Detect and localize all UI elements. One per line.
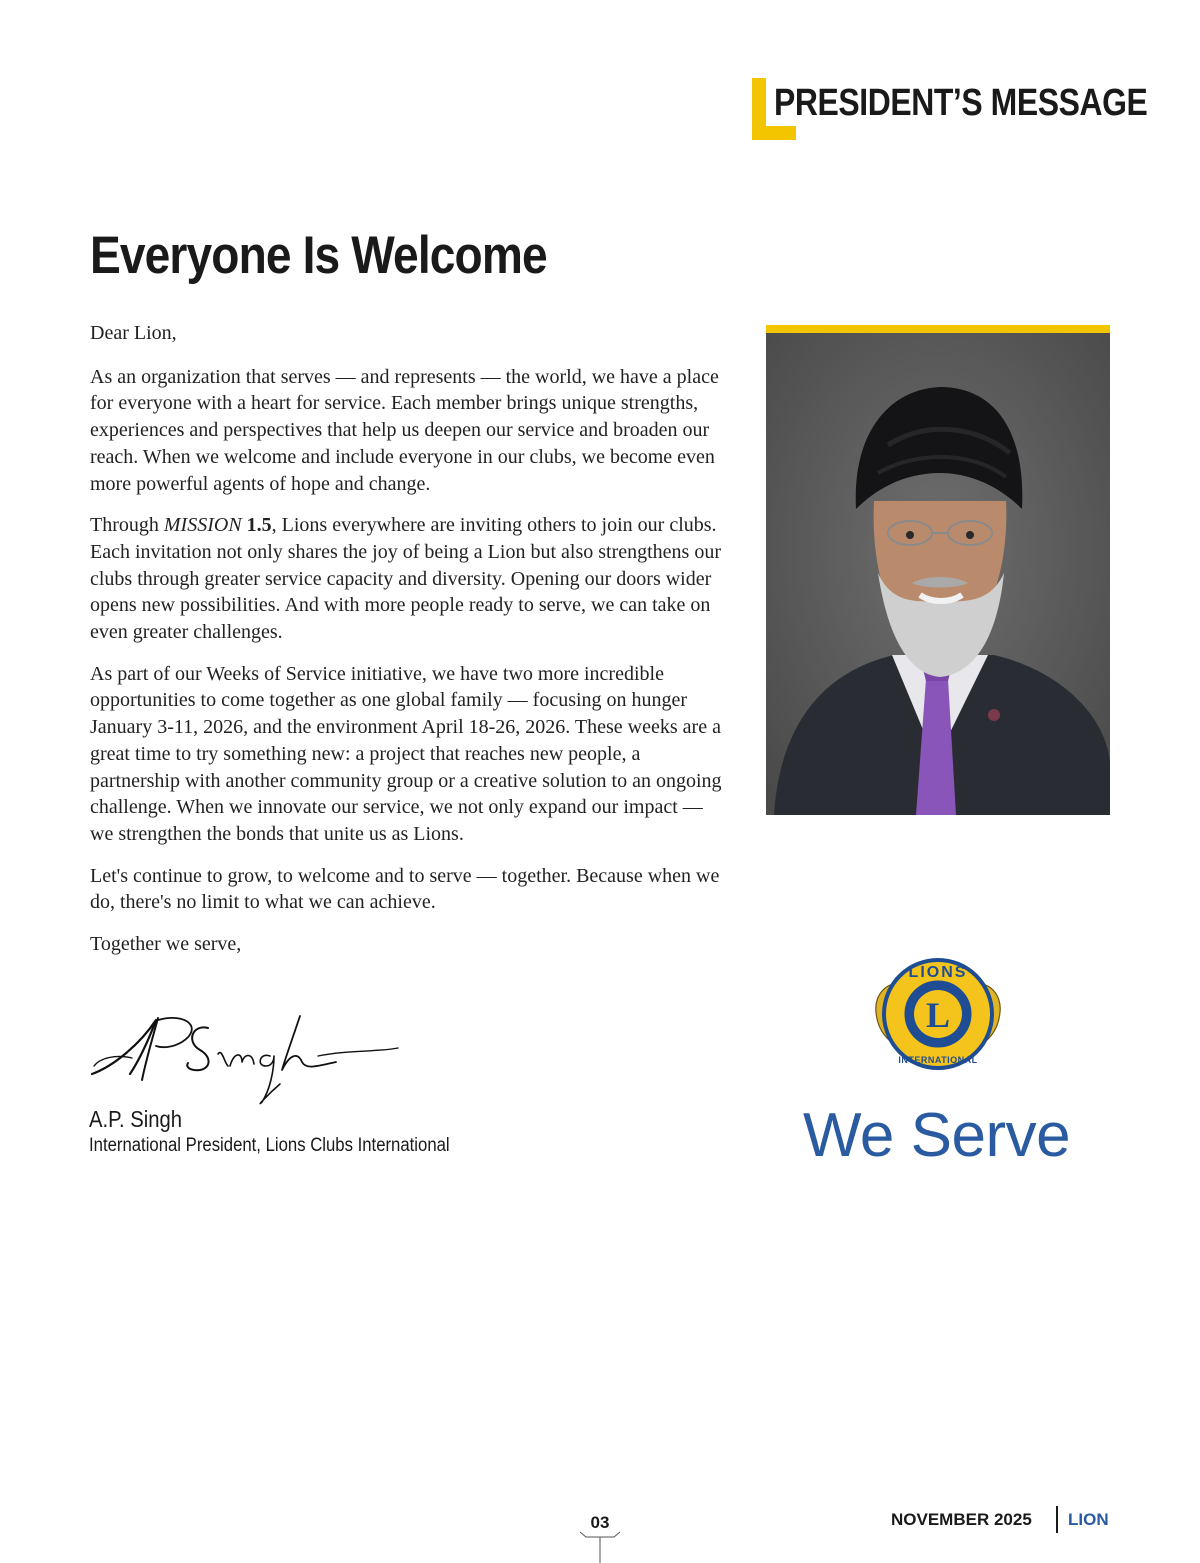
- magazine-name: LION: [1068, 1510, 1109, 1529]
- letter-paragraph-4: Let's continue to grow, to welcome and to serve — together. Because when we do, there's no limit to what we can achieve.: [90, 864, 720, 914]
- footer-divider: [1056, 1506, 1058, 1533]
- portrait-photo: [766, 333, 1110, 815]
- letter-paragraph-1: As an organization that serves — and represents — the world, we have a place for everyone with a heart for service. Each member brings unique strengths, experiences and perspectives that help us deepen our service and broaden our reach. When we welcome and include everyone in our clubs, we become even more powerful agents of hope and change.: [90, 365, 719, 495]
- page-number: 03: [590, 1513, 610, 1532]
- mission-word: MISSION: [163, 514, 242, 537]
- mission-number: 1.5: [246, 514, 272, 537]
- portrait-accent-bar: [766, 325, 1110, 333]
- motto: We Serve: [803, 1101, 1071, 1170]
- letter-salutation: Dear Lion,: [90, 322, 177, 344]
- letter-paragraph-2: [90, 512, 730, 646]
- emblem-bottom-text: INTERNATIONAL: [898, 1055, 978, 1065]
- paragraph-2-lead: Through: [90, 514, 164, 537]
- paragraph-2-rest: , Lions everywhere are inviting others to join our clubs. Each invitation not only shares the joy of being a Lion but also strengthens our clubs through greater service capacity and diversity. Opening our doors wider opens new possibilities. And with more people ready to serve, we can take on even greater challenges.: [90, 514, 721, 644]
- section-label: PRESIDENT’S MESSAGE: [774, 82, 1148, 124]
- page-number-mark: [578, 1530, 622, 1563]
- lions-international-emblem: [870, 950, 1006, 1076]
- emblem-top-text: LIONS: [908, 964, 968, 981]
- letter-paragraph-3: As part of our Weeks of Service initiative, we have two more incredible opportunities to come together as one global family — focusing on hunger January 3-11, 2026, and the environment April 18-26, 2026. These weeks are a great time to try something new: a project that reaches new people, a partnership with another community group or a creative solution to an ongoing challenge. When we innovate our service, we not only expand our impact — we strengthen the bonds that unite us as Lions.: [90, 662, 722, 845]
- letter-body: [90, 320, 730, 973]
- letter-closing: Together we serve,: [90, 933, 242, 956]
- emblem-center-letter: L: [925, 995, 951, 1035]
- issue-date: NOVEMBER 2025: [891, 1510, 1032, 1529]
- page-title: Everyone Is Welcome: [90, 226, 547, 285]
- handwritten-signature: [86, 1010, 406, 1110]
- section-tag-bar-horizontal: [752, 126, 796, 140]
- signer-title: International President, Lions Clubs International: [89, 1135, 450, 1156]
- section-tag: [752, 78, 1148, 140]
- president-portrait: [766, 325, 1110, 815]
- signer-name: A.P. Singh: [89, 1106, 183, 1132]
